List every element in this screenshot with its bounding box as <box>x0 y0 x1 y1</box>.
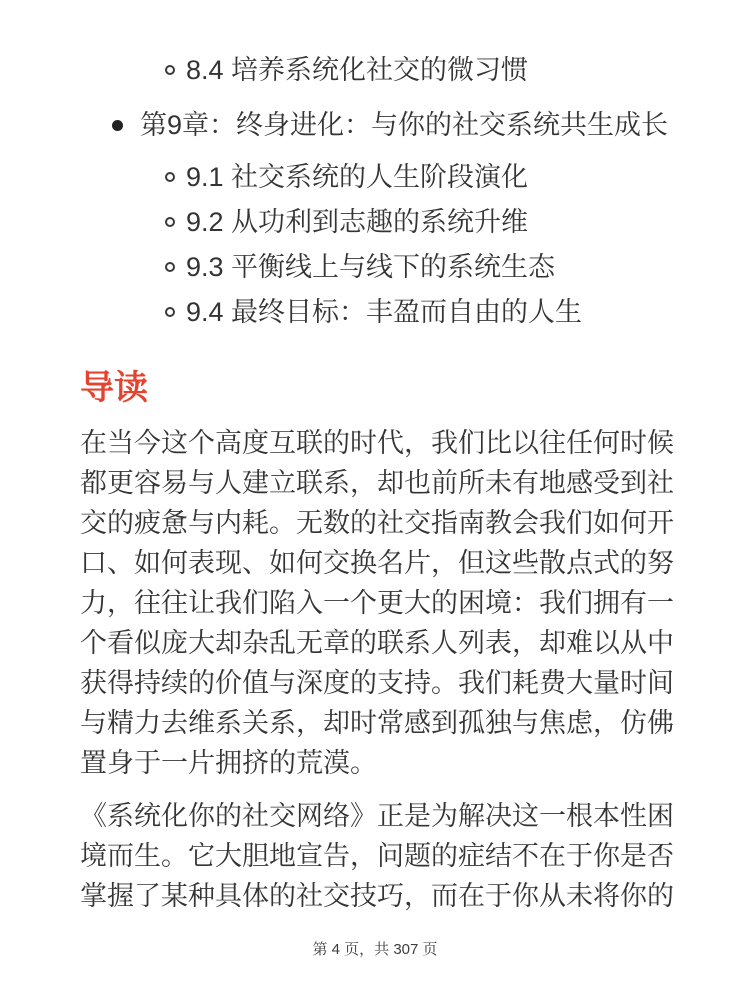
page-number-footer: 第 4 页，共 307 页 <box>312 941 438 958</box>
toc-item-9-3 <box>0 247 750 287</box>
bullet-circle-icon <box>165 307 175 317</box>
intro-section <box>0 368 750 916</box>
toc-item-label: 8.4 培养系统化社交的微习惯 <box>186 55 529 85</box>
toc-item-label: 9.2 从功利到志趣的系统升维 <box>186 207 529 237</box>
toc-item-8-4 <box>0 50 750 90</box>
bullet-circle-icon <box>165 65 175 75</box>
bullet-circle-icon <box>165 217 175 227</box>
toc-item-9-2 <box>0 202 750 242</box>
toc-item-9-4 <box>0 292 750 332</box>
toc-item-label: 9.3 平衡线上与线下的系统生态 <box>186 252 556 282</box>
intro-paragraph-1: 在当今这个高度互联的时代，我们比以往任何时候都更容易与人建立联系，却也前所未有地感受到社交的疲惫与内耗。无数的社交指南教会我们如何开口、如何表现、如何交换名片，但这些散点式的努力，往往让我们陷入一个更大的困境：我们拥有一个看似庞大却杂乱无章的联系人列表，却难以从中获得持续的价值与深度的支持。我们耗费大量时间与精力去维系关系，却时常感到孤独与焦虑，仿佛置身于一片拥挤的荒漠。 <box>80 428 674 778</box>
intro-paragraph-2: 《系统化你的社交网络》正是为解决这一根本性困境而生。它大胆地宣告，问题的症结不在于你是否掌握了某种具体的社交技巧，而在于你从未将你的 <box>80 801 674 911</box>
bullet-circle-icon <box>165 262 175 272</box>
section-heading: 导读 <box>80 369 148 407</box>
bullet-circle-icon <box>165 172 175 182</box>
bullet-disc-icon <box>112 120 123 131</box>
toc-item-chapter-9 <box>0 105 750 145</box>
toc-item-label: 9.4 最终目标：丰盈而自由的人生 <box>186 297 583 327</box>
table-of-contents <box>0 0 750 338</box>
toc-item-label: 9.1 社交系统的人生阶段演化 <box>186 162 529 192</box>
toc-item-label: 第9章：终身进化：与你的社交系统共生成长 <box>140 110 669 140</box>
toc-item-9-1 <box>0 157 750 197</box>
